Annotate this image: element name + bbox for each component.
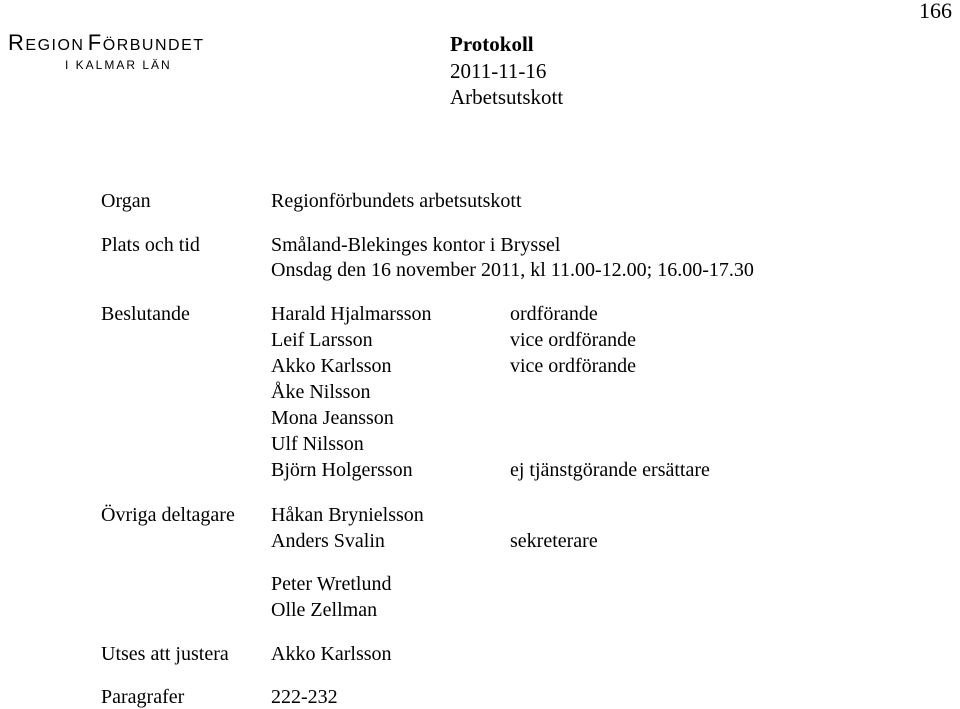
member-name: Åke Nilsson [271,381,371,403]
participant-name: Peter Wretlund [271,573,392,595]
place-value: Småland-Blekinges kontor i Bryssel [271,234,561,256]
member-role: vice ordförande [510,329,637,351]
member-role: ej tjänstgörande ersättare [510,459,710,481]
organization-logo [8,30,205,56]
logo-subtitle: I KALMAR LÄN [65,58,172,72]
participant-role: sekreterare [510,530,598,552]
member-role: ordförande [510,303,598,325]
member-name: Ulf Nilsson [271,433,364,455]
logo-letter-r: R [8,30,26,55]
logo-word-orbundet: ÖRBUNDET [102,37,205,54]
member-name: Akko Karlsson [271,355,392,377]
participant-name: Håkan Brynielsson [271,504,424,526]
member-role: vice ordförande [510,355,637,377]
logo-letter-f: F [87,30,103,55]
member-name: Mona Jeansson [271,407,394,429]
document-title: Protokoll [450,32,534,56]
member-name: Björn Holgersson [271,459,413,481]
participant-name: Olle Zellman [271,599,378,621]
decision-makers-label: Beslutande [101,303,190,325]
paragraphs-label: Paragrafer [101,686,185,708]
other-participants-label: Övriga deltagare [101,504,235,526]
paragraphs-value: 222-232 [271,686,338,708]
organ-value: Regionförbundets arbetsutskott [271,190,522,212]
participant-name: Anders Svalin [271,530,385,552]
adjuster-label: Utses att justera [101,643,229,665]
document-date: 2011-11-16 [450,59,547,83]
member-name: Leif Larsson [271,329,373,351]
time-value: Onsdag den 16 november 2011, kl 11.00-12.00; 16.00-17.30 [271,259,754,281]
document-body-name: Arbetsutskott [450,85,564,109]
logo-word-egion: EGION [25,37,85,54]
organ-label: Organ [101,190,151,212]
place-time-label: Plats och tid [101,234,200,256]
adjuster-value: Akko Karlsson [271,643,392,665]
page-number: 166 [919,0,952,23]
member-name: Harald Hjalmarsson [271,303,432,325]
